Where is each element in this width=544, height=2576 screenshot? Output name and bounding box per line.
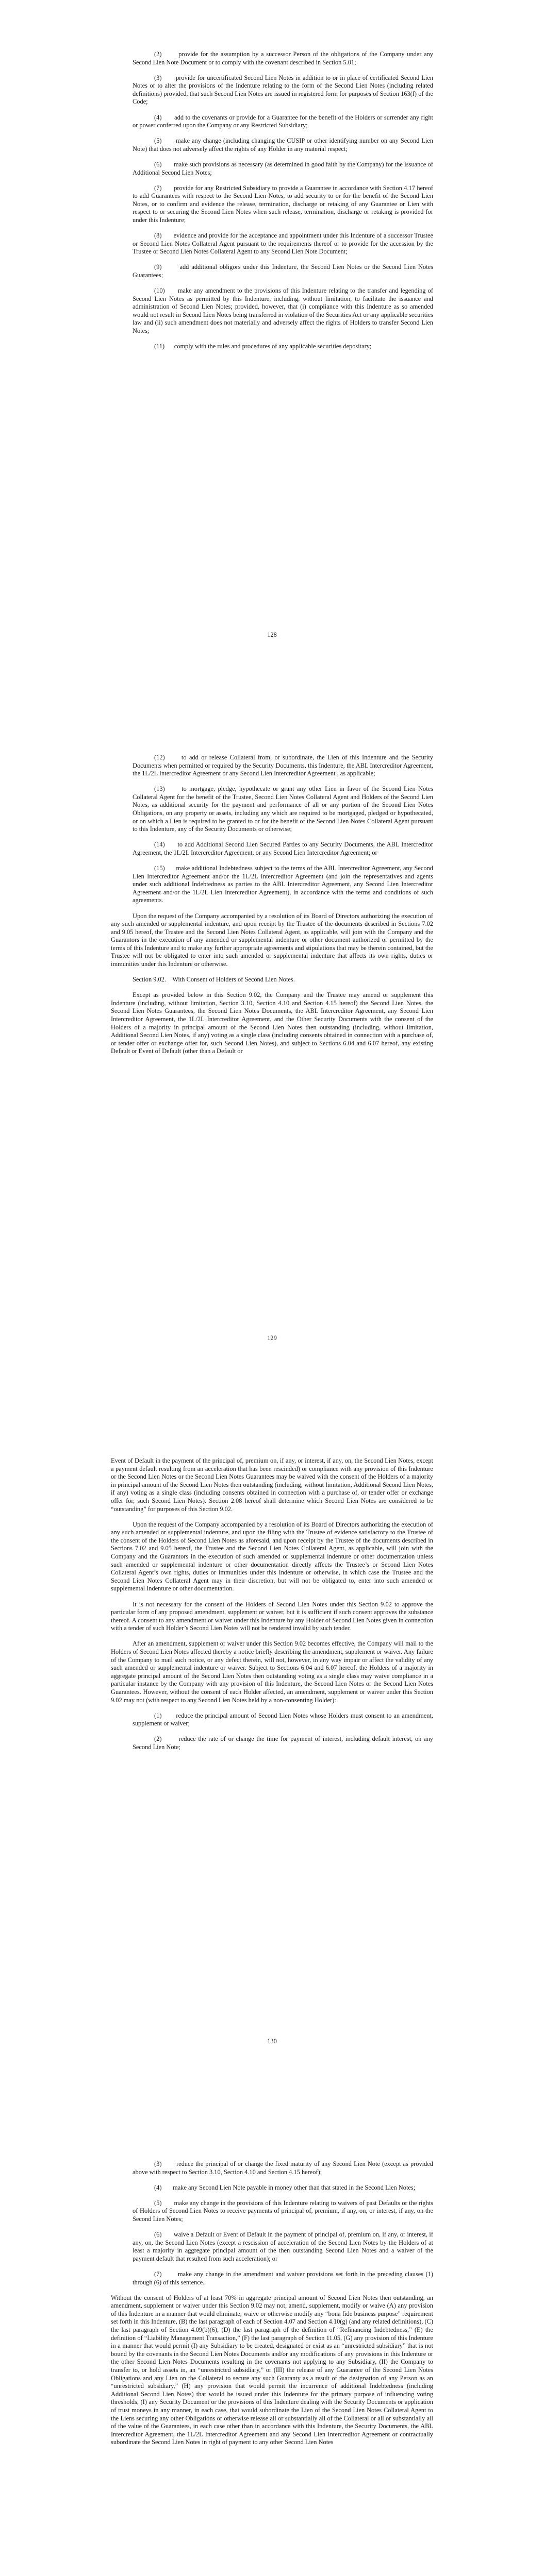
clause-12: (12) to add or release Collateral from, or subordinate, the Lien of this Indenture and the Security Documents when permitted or required by the Security Documents, this Indenture, the ABL Intercreditor Agreement, the 1L/2L Intercreditor Agreement or any Second Lien Intercreditor Agreement , as applicable;: [133, 754, 433, 777]
clause-11: (11) comply with the rules and procedures of any applicable securities depositary;: [154, 343, 372, 350]
page-number: 128: [267, 631, 277, 638]
clause-8: (8) evidence and provide for the acceptance and appointment under this Indenture of a successor Trustee or Second Lien Notes Collateral Agent pursuant to the requirements thereof or to provide for the accession by the Trustee or Second Lien Notes Collateral Agent to any Second Lien Note Document;: [133, 232, 433, 256]
body-paragraph-continued: Event of Default in the payment of the principal of, premium on, if any, or interest, if any, on, the Second Lien Notes, except a payment default resulting from an acceleration that has been rescinded) or compliance with any provision of this Indenture or the Second Lien Notes or the Second Lien Notes Guarantees may be waived with the consent of the Holders of a majority in principal amount of the Second Lien Notes then outstanding (including, without limitation, Additional Second Lien Notes, if any) voting as a single class (including consents obtained in connection with a purchase of, or tender offer or exchange offer for, such Second Lien Notes). Section 2.08 hereof shall determine which Second Lien Notes are considered to be “outstanding” for purposes of this Section 9.02.: [111, 1457, 433, 1513]
document-page-128: [0, 0, 544, 703]
clause-1: (1) reduce the principal amount of Second Lien Notes whose Holders must consent to an amendment, supplement or waiver;: [133, 1711, 433, 1727]
body-paragraph: Without the consent of Holders of at least 70% in aggregate principal amount of Second Lien Notes then outstanding, an amendment, supplement or waiver under this Section 9.02 may not, amend, supplement, modify or waive (A) any provision of this Indenture in a manner that would eliminate, waive or otherwise modify any “bona fide business purpose” requirement set forth in this Indenture, (B) the last paragraph of each of Section 4.07 and Section 4.10(g) (and any related definitions), (C) the last paragraph of Section 4.09(b)(6), (D) the last paragraph of the definition of “Refinancing Indebtedness,” (E) the definition of “Liability Management Transaction,” (F) the last paragraph of Section 11.05, (G) any provision of this Indenture in a manner that would permit (I) any Subsidiary to be created, designated or exist as an “unrestricted subsidiary” that is not bound by the covenants in the Second Lien Notes Documents and/or any modifications of any provisions in this Indenture or the other Second Lien Notes Documents resulting in the covenants not applying to any Subsidiary, (II) the Company to transfer to, or hold assets in, an “unrestricted subsidiary,” or (III) the release of any Guarantee of the Second Lien Notes Obligations and any Lien on the Collateral to secure any such Guaranty as a result of the designation of any Person as an “unrestricted subsidiary,” (H) any provision that would permit the incurrence of additional Indebtedness (including Additional Second Lien Notes) that would be issued under this Indenture for the primary purpose of influencing voting thresholds, (I) any Security Document or the provisions of this Indenture dealing with the Security Documents or application of trust moneys in any manner, in each case, that would subordinate the Lien of the Second Lien Notes Collateral Agent to the Liens securing any other Obligations or otherwise release all or substantially all of the Collateral or all or substantially all of the value of the Guarantees, in each case other than in accordance with this Indenture, the Security Documents, the ABL Intercreditor Agreement, the 1L/2L Intercreditor Agreement and any Second Lien Intercreditor Agreement or contractually subordinate the Second Lien Notes in right of payment to any other Second Lien Notes: [111, 2294, 433, 2446]
page-number: 130: [267, 2038, 277, 2045]
page-body: [111, 754, 433, 1063]
clause-15: (15) make additional Indebtedness subject to the terms of the ABL Intercreditor Agreement, any Second Lien Intercreditor Agreement and/or the 1L/2L Intercreditor Agreement (and join the representatives and agents under such additional Indebtedness as parties to the ABL Intercreditor Agreement, any Second Lien Intercreditor Agreement and/or the 1L/2L Lien Intercreditor Agreement), in accordance with the terms and conditions of such agreements.: [133, 865, 433, 904]
clause-6: (6) waive a Default or Event of Default in the payment of principal of, premium on, if any, or interest, if any, on, the Second Lien Notes (except a rescission of acceleration of the Second Lien Notes by the Holders of at least a majority in aggregate principal amount of the then outstanding Second Lien Notes and a waiver of the payment default that resulted from such acceleration); or: [133, 2231, 433, 2262]
clause-9: (9) add additional obligors under this Indenture, the Second Lien Notes or the Second Lien Notes Guarantees;: [133, 263, 433, 279]
clause-5: (5) make any change (including changing the CUSIP or other identifying number on any Second Lien Note) that does not adversely affect the rights of any Holder in any material respect;: [133, 137, 433, 152]
section-heading: Section 9.02. With Consent of Holders of Second Lien Notes.: [133, 976, 295, 984]
body-paragraph: It is not necessary for the consent of the Holders of Second Lien Notes under this Section 9.02 to approve the particular form of any proposed amendment, supplement or waiver, but it is sufficient if such consent approves the substance thereof. A consent to any amendment or waiver under this Indenture by any Holder of Second Lien Notes given in connection with a tender of such Holder’s Second Lien Notes will not be rendered invalid by such tender.: [111, 1600, 433, 1632]
clause-4: (4) make any Second Lien Note payable in money other than that stated in the Second Lien Notes;: [154, 2183, 416, 2191]
clause-7: (7) provide for any Restricted Subsidiary to provide a Guarantee in accordance with Section 4.17 hereof to add Guarantees with respect to the Second Lien Notes, to add security to or for the benefit of the Second Lien Notes, or to confirm and evidence the release, termination, discharge or retaking of any Guarantee or Lien with respect to or securing the Second Lien Notes when such release, termination, discharge or retaking is provided for under this Indenture;: [133, 184, 433, 224]
body-paragraph: Upon the request of the Company accompanied by a resolution of its Board of Directors authorizing the execution of any such amended or supplemental indenture, and upon the filing with the Trustee of evidence satisfactory to the Trustee of the consent of the Holders of Second Lien Notes as aforesaid, and upon receipt by the Trustee of the documents described in Sections 7.02 and 9.05 hereof, the Trustee and the Second Lien Notes Collateral Agent, as applicable, will join with the Company and the Guarantors in the execution of such amended or supplemental indenture or other documentation unless such amended or supplemental indenture or other documentation directly affects the Trustee’s or Second Lien Notes Collateral Agent’s own rights, duties or immunities under this Indenture or otherwise, in which case the Trustee and the Second Lien Notes Collateral Agent may in their discretion, but will not be obligated to, enter into such amended or supplemental Indenture or other documentation.: [111, 1520, 433, 1592]
body-paragraph: Upon the request of the Company accompanied by a resolution of its Board of Directors authorizing the execution of any such amended or supplemental indenture, and upon receipt by the Trustee of the documents described in Sections 7.02 and 9.05 hereof, the Trustee and the Second Lien Notes Collateral Agent, as applicable, will join with the Company and the Guarantors in the execution of any amended or supplemental indenture or other document authorized or permitted by the terms of this Indenture and to make any further appropriate agreements and stipulations that may be therein contained, but the Trustee will not be obligated to enter into such amended or supplemental indenture that affects its own rights, duties or immunities under this Indenture or otherwise.: [111, 912, 433, 968]
document-page-130: [0, 1406, 544, 2110]
page-body: [111, 50, 433, 358]
document-page-131: [0, 2110, 544, 2576]
clause-2: (2) provide for the assumption by a successor Person of the obligations of the Company under any Second Lien Note Document or to comply with the covenant described in Section 5.01;: [133, 50, 433, 66]
clause-7: (7) make any change in the amendment and waiver provisions set forth in the preceding clauses (1) through (6) of this sentence.: [133, 2270, 433, 2286]
clause-14: (14) to add Additional Second Lien Secured Parties to any Security Documents, the ABL Intercreditor Agreement, the 1L/2L Intercreditor Agreement, or any Second Lien Intercreditor Agreement; or: [133, 841, 433, 856]
clause-10: (10) make any amendment to the provisions of this Indenture relating to the transfer and legending of Second Lien Notes as permitted by this Indenture, including, without limitation, to facilitate the issuance and administration of Second Lien Notes; provided, however, that (i) compliance with this Indenture as so amended would not result in Second Lien Notes being transferred in violation of the Securities Act or any applicable securities law and (ii) such amendment does not materially and adversely affect the rights of Holders to transfer Second Lien Notes;: [133, 287, 433, 335]
clause-6: (6) make such provisions as necessary (as determined in good faith by the Company) for the issuance of Additional Second Lien Notes;: [133, 160, 433, 176]
page-body: [111, 2160, 433, 2454]
document-page-129: [0, 703, 544, 1406]
body-paragraph: Except as provided below in this Section 9.02, the Company and the Trustee may amend or supplement this Indenture (including, without limitation, Section 3.10, Section 4.10 and Section 4.15 hereof) the Second Lien Notes, the Second Lien Notes Guarantees, the Second Lien Notes Documents, the ABL Intercreditor Agreement, any Second Lien Intercreditor Agreement, the 1L/2L Intercreditor Agreement, and the Other Security Documents with the consent of the Holders of a majority in principal amount of the Second Lien Notes then outstanding (including, without limitation, Additional Second Lien Notes, if any) voting as a single class (including consents obtained in connection with a purchase of, or tender offer or exchange offer for, such Second Lien Notes), and subject to Sections 6.04 and 6.07 hereof, any existing Default or Event of Default (other than a Default or: [111, 991, 433, 1055]
page-body: [111, 1457, 433, 1759]
clause-3: (3) provide for uncertificated Second Lien Notes in addition to or in place of certificated Second Lien Notes or to alter the provisions of the Indenture relating to the form of the Second Lien Notes (including related definitions) provided, that such Second Lien Notes are issued in registered form for purposes of Section 163(f) of the Code;: [133, 74, 433, 106]
clause-5: (5) make any change in the provisions of this Indenture relating to waivers of past Defaults or the rights of Holders of Second Lien Notes to receive payments of principal of, premium, if any, on, or interest, if any, on the Second Lien Notes;: [133, 2199, 433, 2223]
body-paragraph: After an amendment, supplement or waiver under this Section 9.02 becomes effective, the Company will mail to the Holders of Second Lien Notes affected thereby a notice briefly describing the amendment, supplement or waiver. Any failure of the Company to mail such notice, or any defect therein, will not, however, in any way impair or affect the validity of any such amended or supplemental indenture or waiver. Subject to Sections 6.04 and 6.07 hereof, the Holders of a majority in aggregate principal amount of the Second Lien Notes then outstanding voting as a single class may waive compliance in a particular instance by the Company with any provision of this Indenture, the Second Lien Notes or the Second Lien Notes Guarantees. However, without the consent of each Holder affected, an amendment, supplement or waiver under this Section 9.02 may not (with respect to any Second Lien Notes held by a non-consenting Holder):: [111, 1640, 433, 1704]
page-number: 129: [267, 1334, 277, 1342]
clause-4: (4) add to the covenants or provide for a Guarantee for the benefit of the Holders or surrender any right or power conferred upon the Company or any Restricted Subsidiary;: [133, 113, 433, 129]
clause-13: (13) to mortgage, pledge, hypothecate or grant any other Lien in favor of the Second Lien Notes Collateral Agent for the benefit of the Trustee, Second Lien Notes Collateral Agent and Holders of the Second Lien Notes, as additional security for the payment and performance of all or any portion of the Second Lien Notes Obligations, on any property or assets, including any which are required to be mortgaged, pledged or hypothecated, or on which a Lien is required to be granted to or for the benefit of the Second Lien Notes Collateral Agent pursuant to this Indenture, any of the Security Documents or otherwise;: [133, 785, 433, 833]
clause-3: (3) reduce the principal of or change the fixed maturity of any Second Lien Note (except as provided above with respect to Section 3.10, Section 4.10 and Section 4.15 hereof);: [133, 2160, 433, 2176]
clause-2: (2) reduce the rate of or change the time for payment of interest, including default interest, on any Second Lien Note;: [133, 1735, 433, 1751]
